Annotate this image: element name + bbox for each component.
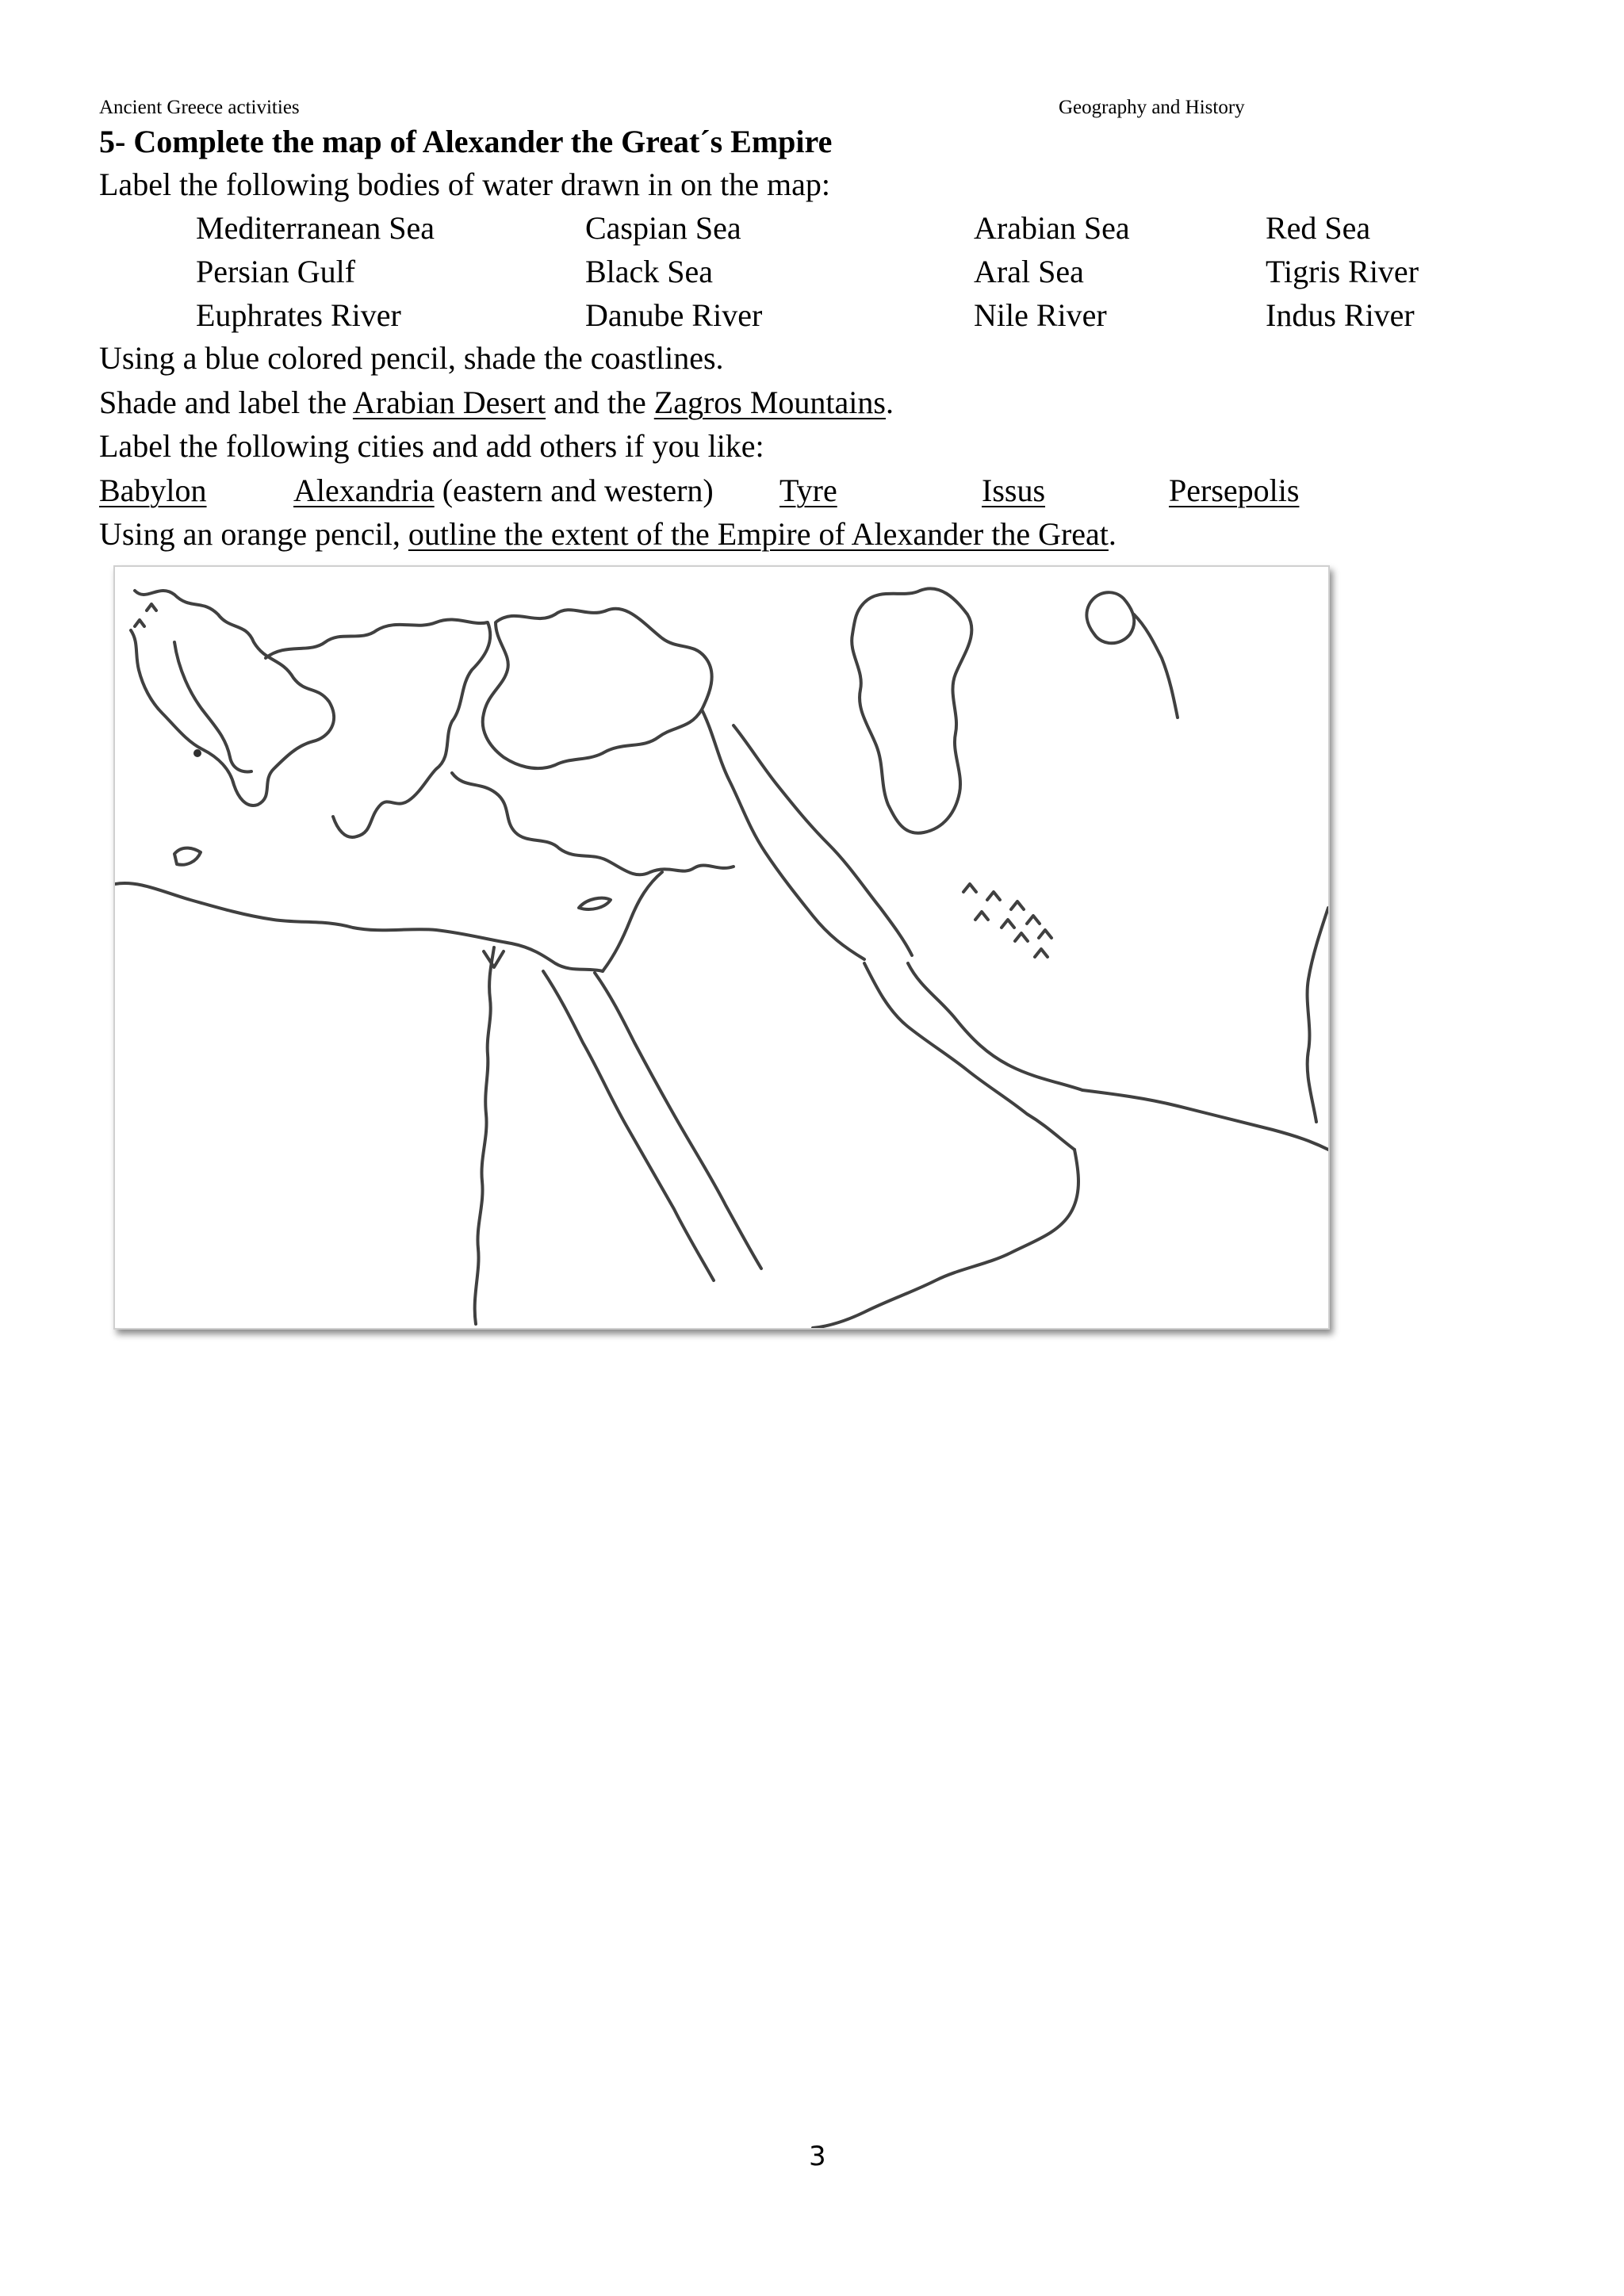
red-sea-coastline-east bbox=[595, 973, 761, 1269]
coastline-instruction: Using a blue colored pencil, shade the coastlines. bbox=[99, 340, 724, 376]
indus-river bbox=[1308, 908, 1328, 1122]
water-body-item: Caspian Sea bbox=[585, 210, 741, 246]
levant-coastline bbox=[603, 872, 662, 971]
red-sea-coastline bbox=[543, 971, 714, 1280]
page-number: 3 bbox=[809, 2141, 826, 2172]
water-body-item: Arabian Sea bbox=[974, 210, 1130, 246]
alps-mountain-marks bbox=[135, 604, 156, 626]
water-body-item: Mediterranean Sea bbox=[196, 210, 435, 246]
alexandria-note: (eastern and western) bbox=[442, 473, 714, 508]
orange-instruction bbox=[99, 515, 1116, 553]
arabian-desert-label: Arabian Desert bbox=[352, 385, 546, 420]
orange-suffix: . bbox=[1108, 516, 1116, 552]
cyprus-island bbox=[579, 898, 611, 909]
water-instruction: Label the following bodies of water drawn in on the map: bbox=[99, 166, 830, 202]
black-sea-coastline bbox=[483, 609, 712, 768]
north-africa-coastline bbox=[115, 883, 603, 971]
water-body-item: Euphrates River bbox=[196, 297, 401, 333]
nile-river bbox=[475, 947, 494, 1324]
sicily-island bbox=[174, 848, 201, 865]
shade-middle: and the bbox=[546, 385, 654, 420]
header-course: Geography and History bbox=[1059, 97, 1245, 118]
shade-instruction bbox=[99, 384, 894, 421]
arabia-south-coastline bbox=[813, 1150, 1078, 1328]
water-body-item: Black Sea bbox=[585, 254, 714, 289]
orange-prefix: Using an orange pencil, bbox=[99, 516, 408, 552]
orange-underlined: outline the extent of the Empire of Alexander the Great bbox=[408, 516, 1109, 552]
water-body-item: Red Sea bbox=[1266, 210, 1371, 246]
aral-sea-coastline bbox=[1086, 592, 1134, 643]
italy-coastline bbox=[131, 591, 334, 806]
city-tyre: Tyre bbox=[779, 473, 837, 508]
water-body-item: Danube River bbox=[585, 297, 763, 333]
city-babylon: Babylon bbox=[99, 473, 207, 508]
city-alexandria: Alexandria bbox=[293, 473, 435, 508]
outline-map bbox=[113, 565, 1330, 1330]
euphrates-river bbox=[702, 710, 864, 959]
zagros-mountain-marks bbox=[963, 884, 1051, 957]
city-persepolis: Persepolis bbox=[1169, 473, 1300, 508]
persian-gulf-coastline bbox=[908, 963, 1082, 1090]
water-body-item: Indus River bbox=[1266, 297, 1415, 333]
amu-darya-river bbox=[1134, 614, 1178, 718]
header-subject: Ancient Greece activities bbox=[99, 97, 300, 118]
water-body-item: Nile River bbox=[974, 297, 1107, 333]
anatolia-coastline bbox=[452, 773, 733, 874]
caspian-sea-coastline bbox=[852, 588, 971, 832]
shade-prefix: Shade and label the bbox=[99, 385, 353, 420]
zagros-mountains-label: Zagros Mountains bbox=[653, 385, 886, 420]
city-alexandria-group bbox=[293, 472, 714, 509]
persian-gulf-coastline-south bbox=[864, 963, 1074, 1150]
rome-dot bbox=[193, 749, 201, 757]
water-body-item: Tigris River bbox=[1266, 254, 1419, 289]
cities-instruction: Label the following cities and add others if you like: bbox=[99, 428, 764, 464]
italy-inner-coast bbox=[174, 642, 251, 771]
shade-suffix: . bbox=[885, 385, 894, 420]
water-body-item: Persian Gulf bbox=[196, 254, 356, 289]
balkans-coastline bbox=[266, 619, 490, 837]
city-issus: Issus bbox=[982, 473, 1046, 508]
tigris-river bbox=[733, 725, 912, 955]
map-drawing bbox=[115, 567, 1328, 1328]
exercise-title: 5- Complete the map of Alexander the Great´s Empire bbox=[99, 124, 833, 159]
iran-coastline bbox=[1082, 1090, 1328, 1150]
water-body-item: Aral Sea bbox=[974, 254, 1084, 289]
